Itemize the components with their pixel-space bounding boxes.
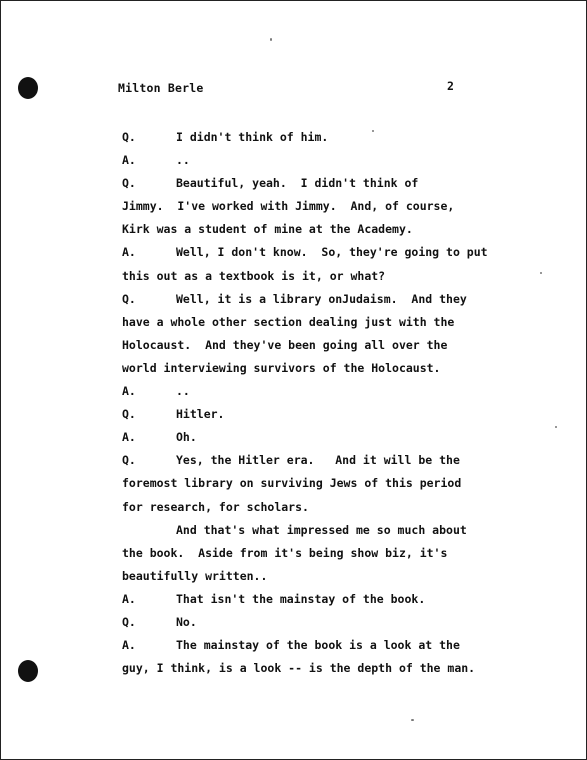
line-text: this out as a textbook is it, or what? xyxy=(122,268,386,283)
line-text: Oh. xyxy=(176,430,197,445)
line-text: guy, I think, is a look -- is the depth of the man. xyxy=(122,661,476,676)
transcript-line xyxy=(122,519,522,542)
line-text: Kirk was a student of mine at the Academy. xyxy=(122,222,413,237)
punch-hole-bottom xyxy=(18,660,38,682)
transcript-line xyxy=(122,565,522,588)
speaker-label: A. xyxy=(122,153,136,168)
transcript-line xyxy=(122,195,522,218)
transcript-line xyxy=(122,218,522,241)
line-text: Well, it is a library onJudaism. And they xyxy=(176,291,467,306)
transcript-body xyxy=(122,126,522,680)
transcript-line xyxy=(122,588,522,611)
punch-hole-top xyxy=(18,77,38,99)
line-text: That isn't the mainstay of the book. xyxy=(176,591,426,606)
scan-speck xyxy=(540,272,542,274)
line-text: the book. Aside from it's being show biz, it's xyxy=(122,545,448,560)
transcript-line xyxy=(122,657,522,680)
line-text: beautifully written.. xyxy=(122,568,268,583)
transcript-line xyxy=(122,288,522,311)
speaker-label: A. xyxy=(122,638,136,653)
transcript-line xyxy=(122,426,522,449)
scan-speck xyxy=(411,719,414,721)
line-text: Yes, the Hitler era. And it will be the xyxy=(176,453,460,468)
line-text: Holocaust. And they've been going all over the xyxy=(122,337,448,352)
speaker-label: Q. xyxy=(122,291,136,306)
line-text: world interviewing survivors of the Holocaust. xyxy=(122,360,441,375)
transcript-line xyxy=(122,542,522,565)
page-number: 2 xyxy=(447,79,454,93)
speaker-label: Q. xyxy=(122,453,136,468)
transcript-line xyxy=(122,334,522,357)
transcript-line xyxy=(122,403,522,426)
transcript-line xyxy=(122,472,522,495)
line-text: The mainstay of the book is a look at the xyxy=(176,638,460,653)
line-text: I didn't think of him. xyxy=(176,130,329,144)
speaker-label: A. xyxy=(122,384,136,399)
line-text: .. xyxy=(176,153,190,168)
line-text: foremost library on surviving Jews of this period xyxy=(122,476,462,491)
line-text: Beautiful, yeah. I didn't think of xyxy=(176,176,419,191)
speaker-label: A. xyxy=(122,245,136,260)
header-name: Milton Berle xyxy=(118,81,204,95)
transcript-line xyxy=(122,449,522,472)
speaker-label: A. xyxy=(122,430,136,445)
speaker-label: Q. xyxy=(122,176,136,191)
transcript-line xyxy=(122,172,522,195)
speaker-label: Q. xyxy=(122,130,136,144)
transcript-line xyxy=(122,634,522,657)
speaker-label: Q. xyxy=(122,614,136,629)
transcript-line xyxy=(122,311,522,334)
scan-speck xyxy=(555,426,557,428)
line-text: Hitler. xyxy=(176,407,225,422)
line-text: have a whole other section dealing just with the xyxy=(122,314,455,329)
transcript-line xyxy=(122,265,522,288)
transcript-line xyxy=(122,380,522,403)
line-text: And that's what impressed me so much about xyxy=(176,522,467,537)
line-text: .. xyxy=(176,384,190,399)
transcript-line xyxy=(122,149,522,172)
scan-speck xyxy=(270,38,272,41)
transcript-line xyxy=(122,241,522,264)
line-text: Well, I don't know. So, they're going to put xyxy=(176,245,488,260)
transcript-line xyxy=(122,126,522,149)
line-text: No. xyxy=(176,614,197,629)
transcript-line xyxy=(122,611,522,634)
transcript-line xyxy=(122,357,522,380)
line-text: for research, for scholars. xyxy=(122,499,309,514)
speaker-label: A. xyxy=(122,591,136,606)
transcript-line xyxy=(122,496,522,519)
speaker-label: Q. xyxy=(122,407,136,422)
line-text: Jimmy. I've worked with Jimmy. And, of course, xyxy=(122,199,455,214)
